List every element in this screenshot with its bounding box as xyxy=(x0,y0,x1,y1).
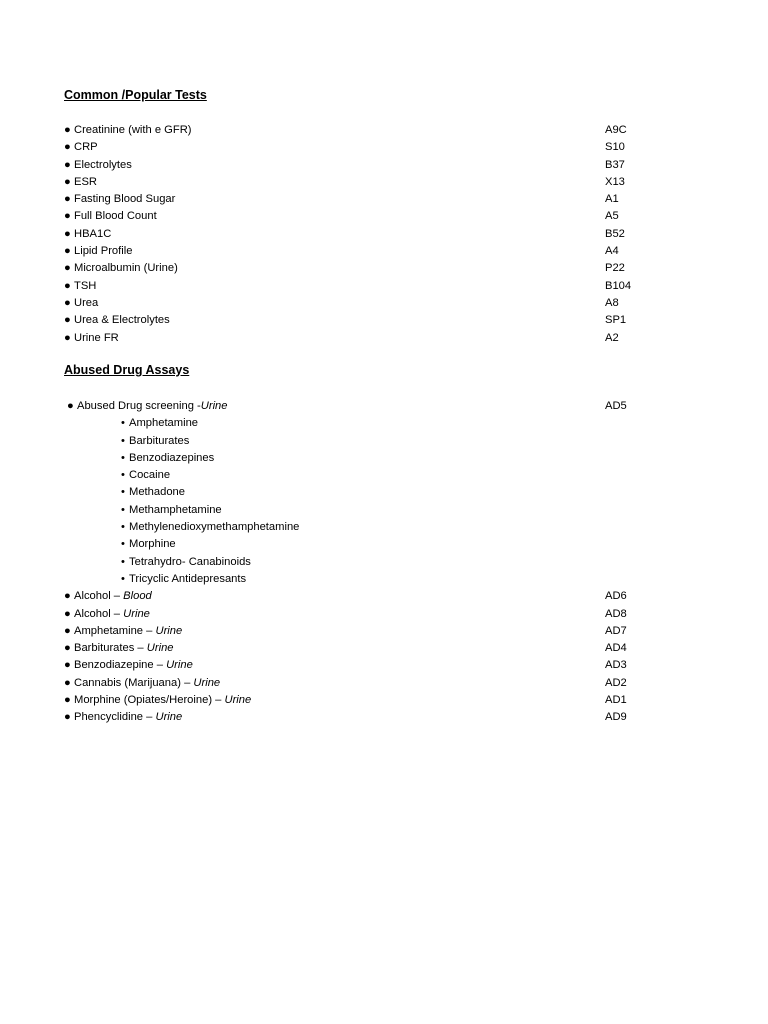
panel-drug-item xyxy=(64,536,704,553)
sub-bullet-icon: • xyxy=(121,555,125,568)
panel-drug-item xyxy=(64,433,704,450)
sub-bullet-icon: • xyxy=(121,434,125,447)
separator: – xyxy=(212,694,225,707)
panel-drug-item xyxy=(64,571,704,588)
test-code: A5 xyxy=(605,210,619,223)
test-row xyxy=(64,330,704,347)
test-name: Abused Drug screening xyxy=(77,400,194,412)
bullet-icon: ● xyxy=(64,262,71,275)
drug-assay-row xyxy=(64,657,704,674)
test-code: AD1 xyxy=(605,694,627,707)
bullet-icon: ● xyxy=(64,642,71,655)
sub-bullet-icon: • xyxy=(121,417,125,430)
panel-drug-item xyxy=(64,502,704,519)
test-code: X13 xyxy=(605,175,625,188)
test-code: AD7 xyxy=(605,624,627,637)
specimen-type: Urine xyxy=(224,694,252,707)
test-code: AD9 xyxy=(605,711,627,724)
test-name: Alcohol xyxy=(74,607,111,620)
test-code: AD8 xyxy=(605,607,627,620)
separator: – xyxy=(110,590,124,603)
panel-drug-item xyxy=(64,484,704,501)
test-name: Lipid Profile xyxy=(74,245,133,258)
test-name: Creatinine (with e GFR) xyxy=(74,124,192,136)
test-name: Urea xyxy=(74,296,99,309)
specimen-type: Urine xyxy=(155,624,183,637)
panel-drug-item xyxy=(64,415,704,432)
test-name: Microalbumin (Urine) xyxy=(74,262,178,275)
drug-assay-items xyxy=(64,588,704,726)
bullet-icon: ● xyxy=(64,659,71,672)
drug-assay-row xyxy=(64,606,704,623)
test-name: Morphine (Opiates/Heroine) xyxy=(74,694,213,707)
common-tests-list xyxy=(64,122,704,347)
section-heading-abused-drug-assays: Abused Drug Assays xyxy=(64,363,190,377)
test-code: A8 xyxy=(605,296,619,309)
test-code: AD3 xyxy=(605,659,627,672)
specimen-type: Urine xyxy=(200,400,228,412)
test-code: A1 xyxy=(605,193,619,206)
bullet-icon: ● xyxy=(64,141,71,154)
test-code: AD6 xyxy=(605,590,627,603)
bullet-icon: ● xyxy=(64,296,71,309)
test-name: Amphetamine xyxy=(74,624,144,637)
panel-drug-name: Amphetamine xyxy=(129,417,199,430)
test-name: Electrolytes xyxy=(74,158,132,171)
panel-drug-name: Morphine xyxy=(129,538,176,551)
test-name: ESR xyxy=(74,175,98,188)
test-row xyxy=(64,295,704,312)
test-row xyxy=(64,191,704,208)
bullet-icon: ● xyxy=(64,227,71,240)
panel-drug-item xyxy=(64,467,704,484)
sub-bullet-icon: • xyxy=(121,451,125,464)
test-name: Fasting Blood Sugar xyxy=(74,193,176,206)
panel-drug-name: Methadone xyxy=(129,486,185,499)
test-name: Full Blood Count xyxy=(74,210,157,223)
test-code: AD5 xyxy=(605,400,627,412)
bullet-icon: ● xyxy=(64,175,71,188)
bullet-icon: ● xyxy=(64,331,71,344)
panel-drug-name: Cocaine xyxy=(129,469,171,482)
test-name: CRP xyxy=(74,141,98,154)
test-name: Urea & Electrolytes xyxy=(74,314,170,327)
screening-row xyxy=(64,398,704,415)
bullet-icon: ● xyxy=(64,158,71,171)
panel-drug-item xyxy=(64,554,704,571)
drug-assay-row xyxy=(64,623,704,640)
bullet-icon: ● xyxy=(67,400,74,412)
separator: – xyxy=(153,659,167,672)
test-code: A4 xyxy=(605,245,619,258)
bullet-icon: ● xyxy=(64,245,71,258)
test-code: S10 xyxy=(605,141,625,154)
test-name: Urine FR xyxy=(74,331,119,344)
bullet-icon: ● xyxy=(64,694,71,707)
test-row xyxy=(64,226,704,243)
bullet-icon: ● xyxy=(64,711,71,724)
bullet-icon: ● xyxy=(64,676,71,689)
test-row xyxy=(64,139,704,156)
test-code: B37 xyxy=(605,158,625,171)
test-name: Barbiturates xyxy=(74,642,135,655)
test-row xyxy=(64,157,704,174)
specimen-type: Urine xyxy=(146,642,174,655)
sub-bullet-icon: • xyxy=(121,503,125,516)
test-row xyxy=(64,174,704,191)
panel-drug-name: Methylenedioxymethamphetamine xyxy=(129,521,300,534)
test-row xyxy=(64,260,704,277)
bullet-icon: ● xyxy=(64,314,71,327)
panel-drug-name: Barbiturates xyxy=(129,434,190,447)
test-code: AD4 xyxy=(605,642,627,655)
bullet-icon: ● xyxy=(64,590,71,603)
panel-drug-name: Methamphetamine xyxy=(129,503,222,516)
test-code: P22 xyxy=(605,262,625,275)
bullet-icon: ● xyxy=(64,124,71,136)
drug-assay-row xyxy=(64,675,704,692)
test-code: AD2 xyxy=(605,676,627,689)
panel-drug-item xyxy=(64,519,704,536)
test-row xyxy=(64,122,704,139)
separator: – xyxy=(143,711,156,724)
test-name: Alcohol xyxy=(74,590,111,603)
separator: – xyxy=(180,676,194,689)
sub-bullet-icon: • xyxy=(121,469,125,482)
specimen-type: Urine xyxy=(193,676,221,689)
drug-assay-row xyxy=(64,692,704,709)
test-name: Phencyclidine xyxy=(74,711,144,724)
separator: – xyxy=(134,642,147,655)
test-row xyxy=(64,208,704,225)
sub-bullet-icon: • xyxy=(121,538,125,551)
test-name: Cannabis (Marijuana) xyxy=(74,676,181,689)
test-code: SP1 xyxy=(605,314,627,327)
separator: - xyxy=(193,400,201,412)
sub-bullet-icon: • xyxy=(121,486,125,499)
bullet-icon: ● xyxy=(64,193,71,206)
bullet-icon: ● xyxy=(64,210,71,223)
panel-drug-name: Tetrahydro- Canabinoids xyxy=(129,555,251,568)
test-code: B104 xyxy=(605,279,632,292)
test-row xyxy=(64,312,704,329)
test-row xyxy=(64,243,704,260)
test-code: B52 xyxy=(605,227,625,240)
bullet-icon: ● xyxy=(64,624,71,637)
specimen-type: Urine xyxy=(166,659,193,672)
abused-drug-assays-list xyxy=(64,398,704,727)
test-row xyxy=(64,278,704,295)
specimen-type: Blood xyxy=(123,590,152,603)
separator: – xyxy=(143,624,156,637)
bullet-icon: ● xyxy=(64,279,71,292)
test-code: A2 xyxy=(605,331,619,344)
drug-assay-row xyxy=(64,709,704,726)
panel-drug-name: Tricyclic Antidepresants xyxy=(129,572,247,585)
specimen-type: Urine xyxy=(123,607,150,620)
panel-drug-item xyxy=(64,450,704,467)
section-heading-common-tests: Common /Popular Tests xyxy=(64,88,207,102)
drug-assay-row xyxy=(64,588,704,605)
sub-bullet-icon: • xyxy=(121,572,125,585)
drug-assay-row xyxy=(64,640,704,657)
test-name: TSH xyxy=(74,279,97,292)
test-name: HBA1C xyxy=(74,227,112,240)
panel-drug-name: Benzodiazepines xyxy=(129,451,215,464)
bullet-icon: ● xyxy=(64,607,71,620)
test-name: Benzodiazepine xyxy=(74,659,154,672)
screening-panel-list xyxy=(64,415,704,588)
sub-bullet-icon: • xyxy=(121,521,125,534)
specimen-type: Urine xyxy=(155,711,183,724)
separator: – xyxy=(110,607,124,620)
test-code: A9C xyxy=(605,124,627,136)
